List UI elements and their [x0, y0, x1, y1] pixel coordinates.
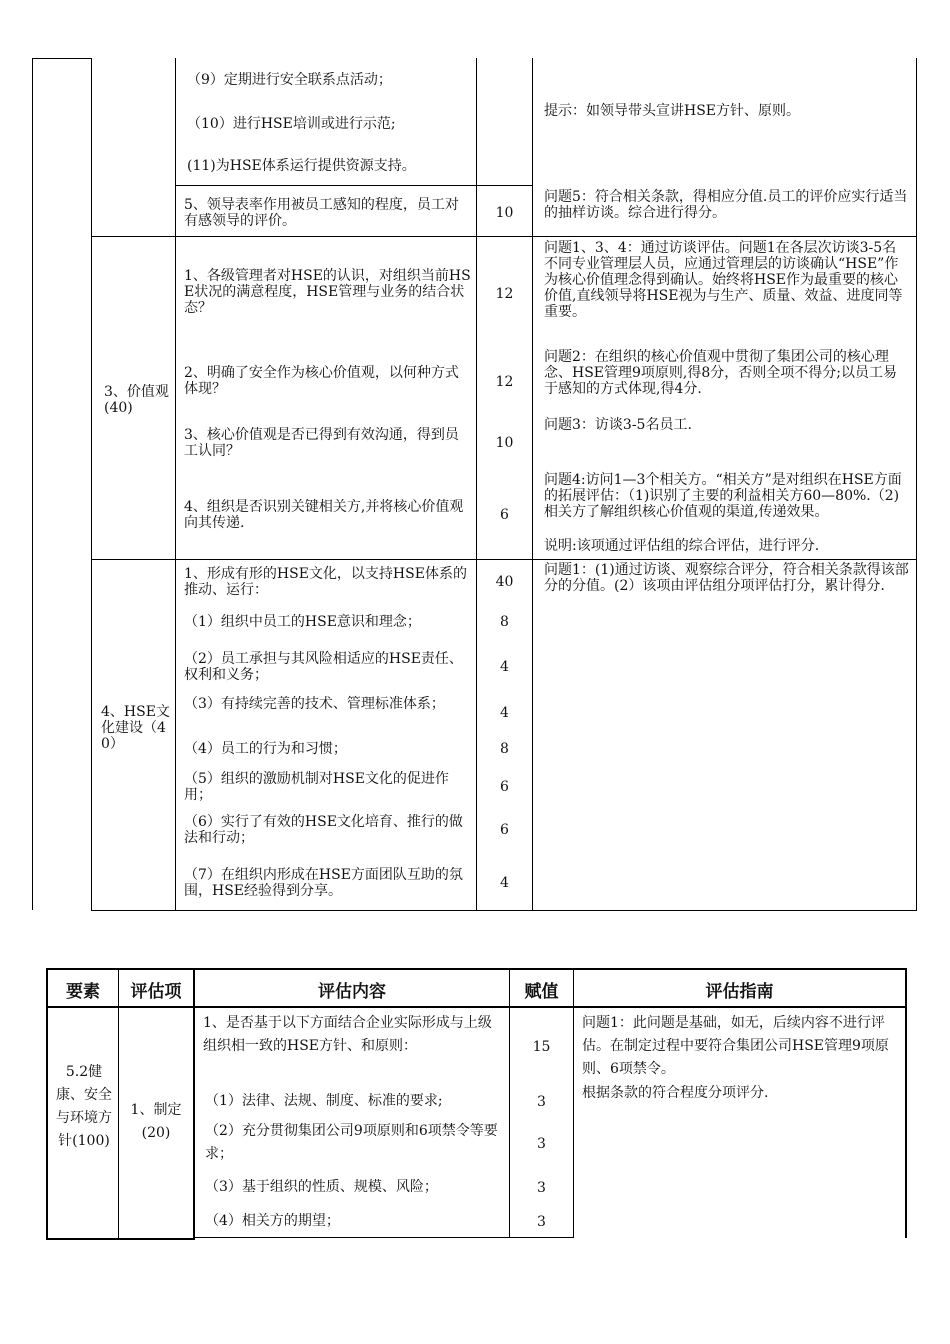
culture-q1-7-score: 4 [500, 875, 509, 891]
culture-guide: 问题1：(1)通过访谈、观察综合评分，符合相关条款得该部分的分值。(2）该项由评估组分项评估打分，累计得分. [544, 562, 909, 594]
culture-q1-5-content: （5）组织的激励机制对HSE文化的促进作用； [184, 771, 449, 803]
values-q1-content: 1、各级管理者对HSE的认识，对组织当前HSE状况的满意程度，HSE管理与业务的结合状态？ [184, 268, 471, 316]
guide-hint: 提示：如领导带头宣讲HSE方针、原则。 [544, 103, 801, 119]
values-item-label: 3、价值观(40) [104, 384, 169, 416]
policy-q1-score: 15 [532, 1039, 551, 1055]
table-line [46, 968, 907, 970]
table-line [91, 58, 92, 911]
culture-q1-1-content: （1）组织中员工的HSE意识和理念； [184, 614, 421, 630]
table-line [91, 236, 917, 237]
values-guide-2: 问题2：在组织的核心价值观中贯彻了集团公司的核心理念、HSE管理9项原则,得8分，否则全项不得分;以员工易于感知的方式体现,得4分. [544, 349, 897, 397]
header-element: 要素 [66, 982, 100, 1002]
item-line-11: (11)为HSE体系运行提供资源支持。 [187, 158, 416, 174]
q5-guide: 问题5：符合相关条款，得相应分值.员工的评价应实行适当的抽样访谈。综合进行得分。 [544, 189, 908, 221]
header-score: 赋值 [524, 982, 559, 1002]
culture-q1-6-content: （6）实行了有效的HSE文化培育、推行的做法和行动； [184, 814, 463, 846]
table-line [32, 58, 33, 910]
values-q3-score: 10 [495, 435, 514, 451]
culture-q1-1-score: 8 [500, 614, 509, 630]
header-item: 评估项 [130, 982, 182, 1002]
header-content: 评估内容 [318, 982, 386, 1002]
values-q4-content: 4、组织是否识别关键相关方,并将核心价值观向其传递. [184, 499, 464, 531]
table-line [46, 1006, 907, 1008]
table-line [91, 910, 917, 911]
table-line [193, 968, 195, 1240]
policy-q1-1-content: （1）法律、法规、制度、标准的要求; [205, 1093, 443, 1109]
values-q2-content: 2、明确了安全作为核心价值观，以何种方式体现？ [184, 365, 459, 397]
item-label: 1、制定(20) [130, 1102, 182, 1141]
q5-score: 10 [495, 205, 514, 221]
policy-q1-2-score: 3 [537, 1136, 546, 1152]
values-q3-content: 3、核心价值观是否已得到有效沟通，得到员工认同？ [184, 427, 459, 459]
table-line [91, 559, 917, 560]
values-q4-score: 6 [500, 507, 509, 523]
values-guide-4: 问题4:访问1—3个相关方。“相关方”是对组织在HSE方面的拓展评估：（1)识别了主要的利益相关方60—80%.（2)相关方了解组织核心价值观的渠道,传递效果。 [544, 472, 902, 520]
culture-q1-3-score: 4 [500, 705, 509, 721]
item-line-10: （10）进行HSE培训或进行示范; [187, 116, 396, 132]
policy-q1-3-score: 3 [537, 1180, 546, 1196]
header-guide: 评估指南 [705, 982, 774, 1002]
culture-q1-3-content: （3）有持续完善的技术、管理标准体系； [184, 696, 445, 712]
culture-q1-score: 40 [495, 574, 514, 590]
policy-q1-4-content: （4）相关方的期望； [205, 1213, 340, 1229]
policy-guide-2: 根据条款的符合程度分项评分. [582, 1085, 769, 1101]
table-line [573, 968, 574, 1238]
values-guide-note: 说明:该项通过评估组的综合评估，进行评分. [544, 538, 820, 554]
values-guide-3: 问题3：访谈3-5名员工. [544, 417, 692, 433]
culture-q1-2-content: （2）员工承担与其风险相适应的HSE责任、权利和义务； [184, 651, 463, 683]
values-guide-1: 问题1、3、4：通过访谈评估。问题1在各层次访谈3-5名不同专业管理层人员，应通过管理层的访谈确认“HSE”作为核心价值理念得到确认。始终将HSE作为最重要的核心价值,直线领导将HSE视为与生产、质量、效益、进度同等重要。 [544, 240, 903, 320]
policy-q1-content: 1、是否基于以下方面结合企业实际形成与上级组织相一致的HSE方针、和原则： [203, 1015, 492, 1054]
item-line-9: （9）定期进行安全联系点活动； [187, 72, 392, 88]
culture-q1-4-content: （4）员工的行为和习惯； [184, 741, 347, 757]
q5-content: 5、领导表率作用被员工感知的程度，员工对有感领导的评价。 [184, 197, 459, 229]
policy-q1-2-content: （2）充分贯彻集团公司9项原则和6项禁令等要求； [205, 1123, 498, 1162]
table-line [194, 1237, 574, 1238]
table-line [46, 1238, 195, 1240]
policy-q1-1-score: 3 [537, 1094, 546, 1110]
policy-guide-1: 问题1：此问题是基础，如无，后续内容不进行评估。在制定过程中要符合集团公司HSE管理9项原则、6项禁令。 [582, 1015, 889, 1077]
culture-item-label: 4、HSE文化建设（40） [101, 704, 170, 752]
culture-q1-4-score: 8 [500, 741, 509, 757]
policy-q1-3-content: （3）基于组织的性质、规模、风险； [205, 1179, 438, 1195]
table-line [118, 968, 119, 1240]
culture-q1-5-score: 6 [500, 779, 509, 795]
table-line [916, 58, 917, 911]
table-line [175, 185, 533, 186]
culture-q1-content: 1、形成有形的HSE文化，以支持HSE体系的推动、运行： [184, 566, 467, 598]
values-q1-score: 12 [495, 286, 514, 302]
policy-q1-4-score: 3 [537, 1214, 546, 1230]
values-q2-score: 12 [495, 374, 514, 390]
culture-q1-2-score: 4 [500, 659, 509, 675]
table-line [905, 968, 907, 1238]
table-line [46, 968, 48, 1240]
culture-q1-7-content: （7）在组织内形成在HSE方面团队互助的氛围，HSE经验得到分享。 [184, 867, 463, 899]
table-line [32, 58, 92, 59]
element-label: 5.2健康、安全与环境方针(100) [56, 1064, 112, 1149]
culture-q1-6-score: 6 [500, 822, 509, 838]
